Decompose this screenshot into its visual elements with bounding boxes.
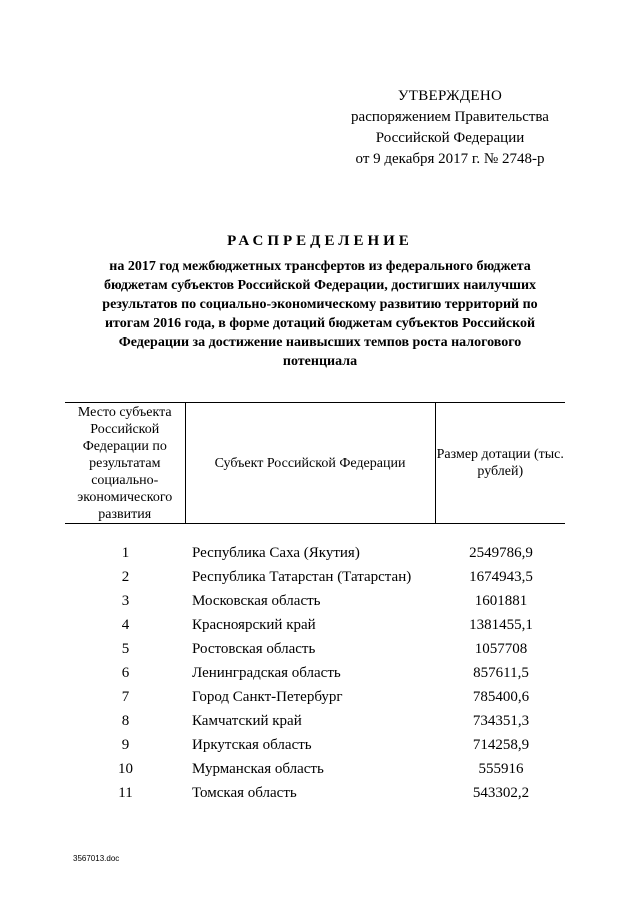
document-subtitle: на 2017 год межбюджетных трансфертов из федерального бюджета бюджетам субъектов Российской Федерации, достигших наилучших результатов по социально-экономическому развитию территорий по итогам 2016 года, в форме дотаций бюджетам субъектов Российской Федерации за достижение наивысших темпов роста налогового потенциала [102,259,538,369]
file-reference: 3567013.doc [73,854,120,863]
table-body [65,541,565,805]
row-place: 2 [121,568,130,585]
approval-heading: УТВЕРЖДЕНО [397,88,503,104]
row-amount: 555916 [478,760,524,777]
table-row [65,589,565,613]
table-row [65,541,565,565]
header-place: Место субъекта Российской Федерации по результатам социально-экономического развития [65,403,186,523]
row-region: Мурманская область [192,760,324,777]
approval-line-2: Российской Федерации [375,130,525,146]
row-region: Томская область [192,784,297,801]
row-amount: 734351,3 [472,712,530,729]
row-place: 8 [121,712,130,729]
row-amount: 857611,5 [473,664,529,681]
table-row [65,637,565,661]
row-region: Иркутская область [192,736,312,753]
row-region: Московская область [192,592,321,609]
row-amount: 1601881 [474,592,528,609]
table-row [65,781,565,805]
row-region: Камчатский край [192,712,302,729]
row-amount: 1381455,1 [469,616,533,633]
document-title: РАСПРЕДЕЛЕНИЕ [227,233,413,249]
distribution-table [65,402,565,805]
approval-stamp [330,86,570,170]
row-place: 7 [121,688,130,705]
row-place: 6 [121,664,130,681]
row-region: Ленинградская область [192,664,341,681]
table-row [65,757,565,781]
approval-line-1: распоряжением Правительства [351,109,549,125]
row-place: 10 [118,760,133,777]
table-row [65,685,565,709]
row-region: Ростовская область [192,640,316,657]
row-place: 1 [121,544,130,561]
row-region: Республика Саха (Якутия) [192,544,360,561]
row-amount: 785400,6 [472,688,530,705]
row-region: Республика Татарстан (Татарстан) [192,568,412,585]
table-row [65,565,565,589]
approval-line-3: от 9 декабря 2017 г. № 2748-р [355,151,545,167]
row-place: 11 [118,784,133,801]
row-place: 5 [121,640,130,657]
row-amount: 2549786,9 [469,544,533,561]
table-row [65,661,565,685]
row-place: 4 [121,616,130,633]
header-amount: Размер дотации (тыс. рублей) [436,447,564,479]
table-row [65,613,565,637]
row-amount: 1057708 [474,640,528,657]
row-amount: 543302,2 [472,784,530,801]
row-region: Город Санкт-Петербург [192,688,343,705]
row-place: 3 [121,592,130,609]
row-region: Красноярский край [192,616,316,633]
row-place: 9 [121,736,130,753]
table-row [65,733,565,757]
header-region: Субъект Российской Федерации [186,403,436,523]
row-amount: 1674943,5 [469,568,533,585]
table-header [65,402,565,524]
row-amount: 714258,9 [472,736,530,753]
table-row [65,709,565,733]
